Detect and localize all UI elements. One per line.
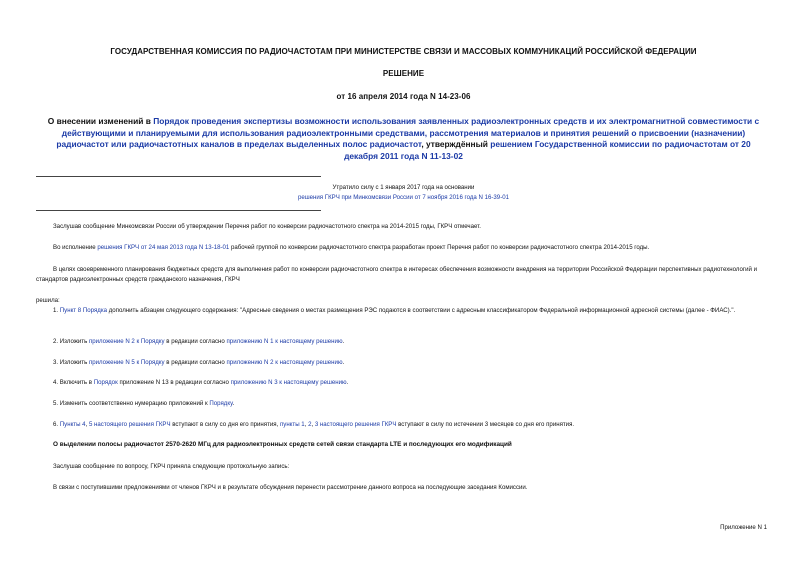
item-1-number: 1. [53, 307, 60, 314]
link-annex-1[interactable]: приложению N 1 к настоящему решению [226, 338, 343, 345]
link-points-1[interactable]: пункты 1 [279, 421, 305, 428]
link-points-2[interactable]: 2 [308, 421, 312, 428]
title-link-procedure[interactable]: Порядок проведения экспертизы возможности использования заявленных радиоэлектронных средств и их электромагнитной совместимости с действующими и планируемыми для использования радиоэлектронными средствами, рассмотрения материалов и принятия решений о присвоении (назначении) радиочастот или радиочастотных каналов в пределах выделенных полос радиочастот [56, 116, 760, 149]
link-annex-3[interactable]: приложению N 3 к настоящему решению [230, 379, 347, 386]
link-appendix-5[interactable]: приложение N 5 к Порядку [88, 359, 165, 366]
title-link-decision[interactable]: решением Государственной комиссии по радиочастотам от 20 декабря 2011 года N 11-13-02 [344, 139, 751, 161]
document-type: РЕШЕНИЕ [382, 69, 425, 78]
status-note [190, 183, 617, 203]
appendix-label: Приложение N 1 [720, 524, 767, 531]
item-6-sep-3: , [311, 421, 315, 428]
title-text: О внесении изменений в [47, 116, 154, 126]
item-6-text: вступают в силу со дня его принятия, [170, 421, 280, 428]
title-text-2: , утверждённый [421, 139, 491, 149]
link-points-4[interactable]: Пункты 4 [59, 421, 86, 428]
document-date: от 16 апреля 2014 года N 14-23-06 [336, 92, 471, 101]
paragraph-2-text: Во исполнение [53, 244, 98, 251]
divider-top [36, 176, 321, 177]
section-2-title: О выделении полосы радиочастот 2570-2620 МГц для радиоэлектронных средств сетей связи стандарта LTE и последующих его модификаций [53, 441, 512, 448]
item-5-end: . [232, 400, 235, 407]
link-appendix-2[interactable]: приложение N 2 к Порядку [88, 338, 165, 345]
item-3 [53, 358, 773, 368]
item-6-sep-1: , [85, 421, 89, 428]
item-5-text: 5. Изменить соответственно нумерацию приложений к [53, 400, 210, 407]
paragraph-2 [53, 243, 773, 253]
paragraph-4: Заслушав сообщение по вопросу, ГКРЧ приняла следующие протокольную запись: [53, 463, 290, 470]
paragraph-2-text-2: рабочей группой по конверсии радиочастотного спектра разработан проект Перечня работ по конверсии радиочастотного спектра 2014-2015 годы. [229, 244, 650, 251]
link-points-3[interactable]: 3 настоящего решения ГКРЧ [314, 421, 397, 428]
item-4-text: 4. Включить в [53, 379, 94, 386]
paragraph-3: В целях своевременного планирования бюджетных средств для выполнения работ по конверсии радиочастотного спектра в интересах обеспечения возможности внедрения на территории Российской Федерации перспективных радиотехнологий и стандартов радиоэлектронных средств гражданского назначения, ГКРЧ [36, 266, 758, 283]
item-6-end: вступают в силу по истечении 3 месяцев со дня его принятия. [396, 421, 575, 428]
item-3-text: 3. Изложить [53, 359, 89, 366]
link-points-5[interactable]: 5 настоящего решения ГКРЧ [88, 421, 171, 428]
commission-name: ГОСУДАРСТВЕННАЯ КОМИССИЯ ПО РАДИОЧАСТОТАМ ПРИ МИНИСТЕРСТВЕ СВЯЗИ И МАССОВЫХ КОММУНИКАЦИЙ РОССИЙСКОЙ ФЕДЕРАЦИИ [110, 47, 697, 56]
item-4-end: . [346, 379, 349, 386]
item-6 [53, 420, 773, 430]
item-2-text-2: в редакции согласно [164, 338, 227, 345]
paragraph-5: В связи с поступившими предложениями от членов ГКРЧ и в результате обсуждения перенести рассмотрение данного вопроса на последующие заседания Комиссии. [53, 484, 528, 491]
item-2-end: . [342, 338, 345, 345]
link-decision-2013[interactable]: решения ГКРЧ от 24 мая 2013 года N 13-18-01 [97, 244, 230, 251]
paragraph-1: Заслушав сообщение Минкомсвязи России об утверждении Перечня работ по конверсии радиочастотного спектра на 2014-2015 годы, ГКРЧ отмечает. [53, 223, 481, 230]
item-2 [53, 337, 773, 347]
link-procedure[interactable]: Порядок [93, 379, 118, 386]
item-2-text: 2. Изложить [53, 338, 89, 345]
item-1-text: дополнить абзацем следующего содержания: "Адресные сведения о местах размещения РЭС подаются в соответствии с адресным классификатором Федеральной информационной адресной системы (далее - ФИАС).". [107, 307, 736, 314]
link-procedure-2[interactable]: Порядку [209, 400, 233, 407]
status-link[interactable]: решения ГКРЧ при Минкомсвязи России от 7 ноября 2016 года N 16-39-01 [297, 194, 509, 201]
item-4 [53, 378, 773, 388]
link-paragraph-8[interactable]: Пункт 8 Порядка [59, 307, 108, 314]
item-5 [53, 399, 773, 409]
resolved-label: решила: [36, 297, 60, 304]
item-3-end: . [342, 359, 345, 366]
status-text: Утратило силу с 1 января 2017 года на основании [332, 184, 475, 191]
item-6-number: 6. [53, 421, 60, 428]
link-annex-2[interactable]: приложению N 2 к настоящему решению [226, 359, 343, 366]
item-1 [36, 306, 773, 316]
divider-bottom [36, 210, 321, 211]
item-3-text-2: в редакции согласно [164, 359, 227, 366]
document-title [40, 116, 767, 162]
item-4-text-2: приложение N 13 в редакции согласно [117, 379, 231, 386]
item-6-sep-2: , [304, 421, 309, 428]
